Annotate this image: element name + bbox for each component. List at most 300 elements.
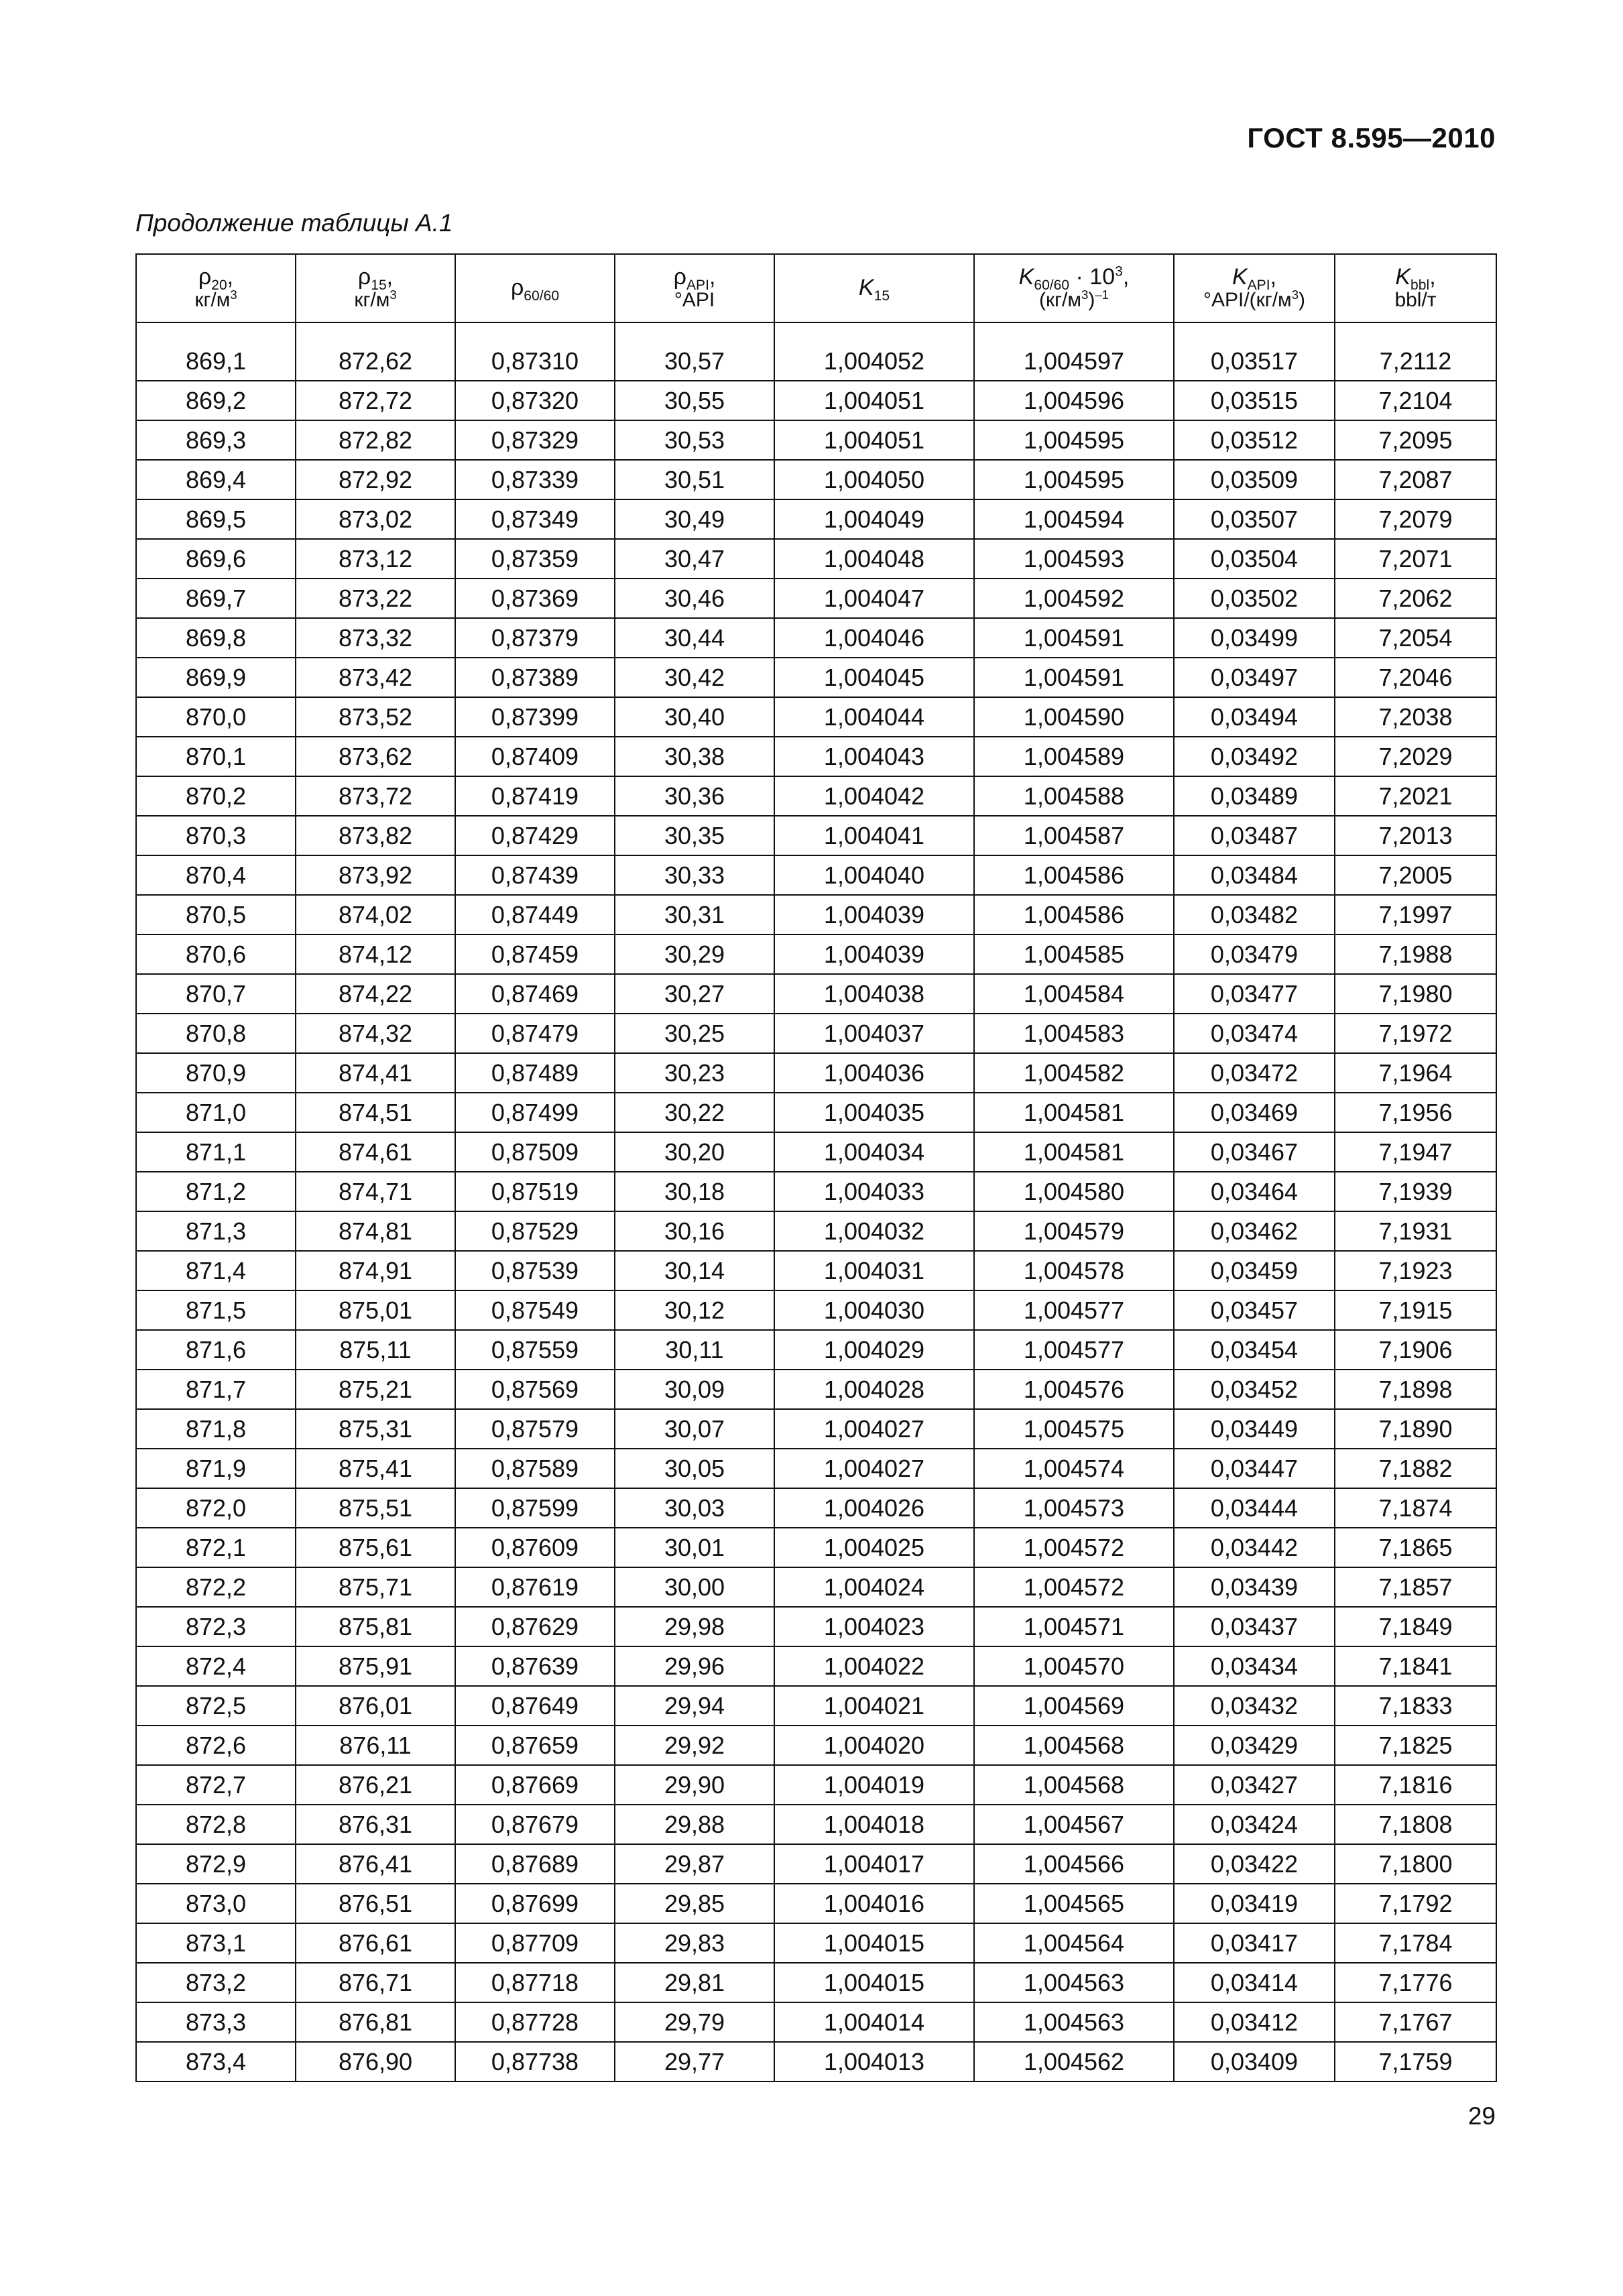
table-cell: 1,004587: [974, 816, 1174, 855]
table-cell: 870,3: [136, 816, 296, 855]
table-cell: 0,87699: [455, 1884, 615, 1923]
table-cell: 1,004027: [774, 1449, 974, 1488]
table-cell: 1,004584: [974, 974, 1174, 1014]
table-cell: 876,01: [296, 1686, 455, 1726]
table-cell: 1,004033: [774, 1172, 974, 1211]
table-cell: 0,87339: [455, 460, 615, 499]
table-cell: 30,47: [615, 539, 774, 579]
table-cell: 872,7: [136, 1765, 296, 1805]
table-cell: 29,96: [615, 1646, 774, 1686]
table-cell: 7,1767: [1335, 2002, 1496, 2042]
table-cell: 7,1964: [1335, 1053, 1496, 1093]
table-row: [136, 342, 1496, 381]
col-header-k15: $K_{15}$: [774, 254, 974, 322]
table-cell: 0,03472: [1174, 1053, 1335, 1093]
table-cell: 7,1874: [1335, 1488, 1496, 1528]
table-cell: 1,004052: [774, 342, 974, 381]
table-row: [136, 1607, 1496, 1646]
table-cell: 0,87419: [455, 776, 615, 816]
table-cell: 30,31: [615, 895, 774, 934]
document-code: ГОСТ 8.595—2010: [1247, 122, 1496, 154]
table-cell: 874,81: [296, 1211, 455, 1251]
col-header-rho-api: $\rho_{API}$, °API: [615, 254, 774, 322]
table-cell: 869,8: [136, 618, 296, 658]
table-cell: 869,5: [136, 499, 296, 539]
table-cell: 7,1865: [1335, 1528, 1496, 1567]
table-cell: 30,40: [615, 697, 774, 737]
table-cell: 1,004593: [974, 539, 1174, 579]
table-cell: 30,00: [615, 1567, 774, 1607]
table-cell: 0,87509: [455, 1132, 615, 1172]
table-cell: 1,004572: [974, 1528, 1174, 1567]
table-cell: 7,1931: [1335, 1211, 1496, 1251]
table-row: [136, 697, 1496, 737]
table-cell: 876,41: [296, 1844, 455, 1884]
table-cell: 0,03444: [1174, 1488, 1335, 1528]
table-cell: 0,87619: [455, 1567, 615, 1607]
table-cell: 1,004589: [974, 737, 1174, 776]
table-row: [136, 1172, 1496, 1211]
table-row: [136, 2002, 1496, 2042]
header-spacer-row: [136, 322, 1496, 342]
table-cell: 0,87629: [455, 1607, 615, 1646]
table-cell: 869,2: [136, 381, 296, 420]
table-cell: 0,03439: [1174, 1567, 1335, 1607]
table-cell: 871,5: [136, 1290, 296, 1330]
table-cell: 1,004048: [774, 539, 974, 579]
table-cell: 869,1: [136, 342, 296, 381]
table-cell: 7,1947: [1335, 1132, 1496, 1172]
table-cell: 0,87449: [455, 895, 615, 934]
table-cell: 0,03459: [1174, 1251, 1335, 1290]
table-cell: 876,31: [296, 1805, 455, 1844]
table-cell: 0,03497: [1174, 658, 1335, 697]
table-row: [136, 1528, 1496, 1567]
table-cell: 0,87669: [455, 1765, 615, 1805]
table-cell: 7,2029: [1335, 737, 1496, 776]
table-cell: 1,004051: [774, 420, 974, 460]
table-cell: 875,51: [296, 1488, 455, 1528]
table-cell: 29,79: [615, 2002, 774, 2042]
table-row: [136, 1211, 1496, 1251]
table-cell: 0,87559: [455, 1330, 615, 1370]
table-cell: 0,03517: [1174, 342, 1335, 381]
table-row: [136, 1963, 1496, 2002]
table-row: [136, 618, 1496, 658]
table-cell: 1,004581: [974, 1132, 1174, 1172]
table-cell: 875,81: [296, 1607, 455, 1646]
table-cell: 0,87359: [455, 539, 615, 579]
table-cell: 0,03512: [1174, 420, 1335, 460]
table-cell: 29,88: [615, 1805, 774, 1844]
table-cell: 7,2087: [1335, 460, 1496, 499]
table-cell: 0,87589: [455, 1449, 615, 1488]
table-cell: 0,87649: [455, 1686, 615, 1726]
table-cell: 872,92: [296, 460, 455, 499]
table-cell: 1,004580: [974, 1172, 1174, 1211]
table-cell: 0,87549: [455, 1290, 615, 1330]
table-cell: 29,85: [615, 1884, 774, 1923]
table-cell: 874,02: [296, 895, 455, 934]
table-cell: 0,03427: [1174, 1765, 1335, 1805]
table-cell: 1,004039: [774, 895, 974, 934]
table-cell: 7,2005: [1335, 855, 1496, 895]
table-cell: 1,004041: [774, 816, 974, 855]
table-cell: 0,03409: [1174, 2042, 1335, 2081]
table-cell: 871,7: [136, 1370, 296, 1409]
table-cell: 0,87429: [455, 816, 615, 855]
table-cell: 873,52: [296, 697, 455, 737]
table-cell: 1,004039: [774, 934, 974, 974]
table-cell: 873,3: [136, 2002, 296, 2042]
table-cell: 1,004581: [974, 1093, 1174, 1132]
table-cell: 0,87399: [455, 697, 615, 737]
table-cell: 1,004043: [774, 737, 974, 776]
table-cell: 1,004586: [974, 895, 1174, 934]
table-cell: 1,004015: [774, 1923, 974, 1963]
col-header-k-api: $K_{API}$, $^\circ API/(кг/м^3)$: [1174, 254, 1335, 322]
table-row: [136, 1805, 1496, 1844]
table-header-row: [136, 254, 1496, 322]
table-cell: 873,4: [136, 2042, 296, 2081]
table-cell: 1,004029: [774, 1330, 974, 1370]
table-row: [136, 1844, 1496, 1884]
table-cell: 30,35: [615, 816, 774, 855]
table-cell: 30,09: [615, 1370, 774, 1409]
table-cell: 1,004028: [774, 1370, 974, 1409]
page-number: 29: [1467, 2102, 1496, 2130]
table-row: [136, 1251, 1496, 1290]
table-cell: 7,1759: [1335, 2042, 1496, 2081]
table-cell: 7,1890: [1335, 1409, 1496, 1449]
table-row: [136, 1409, 1496, 1449]
table-cell: 872,1: [136, 1528, 296, 1567]
table-cell: 1,004576: [974, 1370, 1174, 1409]
col-header-rho20: $\rho_{20}$, $кг/м^3$: [136, 254, 296, 322]
table-cell: 1,004027: [774, 1409, 974, 1449]
table-cell: 1,004592: [974, 579, 1174, 618]
table-cell: 7,1784: [1335, 1923, 1496, 1963]
table-cell: 7,1906: [1335, 1330, 1496, 1370]
table-cell: 0,03419: [1174, 1884, 1335, 1923]
table-caption: Продолжение таблицы А.1: [135, 209, 453, 237]
table-cell: 7,1988: [1335, 934, 1496, 974]
table-cell: 29,92: [615, 1726, 774, 1765]
table-cell: 1,004031: [774, 1251, 974, 1290]
table-cell: 1,004014: [774, 2002, 974, 2042]
table-cell: 870,1: [136, 737, 296, 776]
table-cell: 1,004032: [774, 1211, 974, 1251]
table-row: [136, 895, 1496, 934]
table-cell: 0,03422: [1174, 1844, 1335, 1884]
table-cell: 0,03509: [1174, 460, 1335, 499]
table-cell: 1,004050: [774, 460, 974, 499]
table-cell: 30,29: [615, 934, 774, 974]
table-cell: 29,83: [615, 1923, 774, 1963]
table-cell: 875,01: [296, 1290, 455, 1330]
table-cell: 1,004595: [974, 420, 1174, 460]
table-row: [136, 1132, 1496, 1172]
table-cell: 1,004020: [774, 1726, 974, 1765]
table-cell: 0,87579: [455, 1409, 615, 1449]
table-cell: 0,03442: [1174, 1528, 1335, 1567]
table-cell: 1,004022: [774, 1646, 974, 1686]
table-cell: 871,3: [136, 1211, 296, 1251]
table-cell: 0,03492: [1174, 737, 1335, 776]
table-cell: 1,004563: [974, 2002, 1174, 2042]
table-cell: 29,94: [615, 1686, 774, 1726]
table-cell: 1,004596: [974, 381, 1174, 420]
table-cell: 1,004036: [774, 1053, 974, 1093]
table-cell: 875,31: [296, 1409, 455, 1449]
table-cell: 7,1833: [1335, 1686, 1496, 1726]
table-cell: 1,004042: [774, 776, 974, 816]
table-cell: 1,004565: [974, 1884, 1174, 1923]
table-row: [136, 499, 1496, 539]
table-cell: 0,03452: [1174, 1370, 1335, 1409]
table-cell: 870,7: [136, 974, 296, 1014]
table-cell: 0,87529: [455, 1211, 615, 1251]
table-cell: 1,004038: [774, 974, 974, 1014]
table-cell: 30,03: [615, 1488, 774, 1528]
table-cell: 30,46: [615, 579, 774, 618]
table-cell: 7,2079: [1335, 499, 1496, 539]
table-cell: 1,004017: [774, 1844, 974, 1884]
table-cell: 869,6: [136, 539, 296, 579]
table-cell: 0,87659: [455, 1726, 615, 1765]
table-cell: 1,004037: [774, 1014, 974, 1053]
table-cell: 870,0: [136, 697, 296, 737]
table-cell: 1,004572: [974, 1567, 1174, 1607]
table-cell: 872,6: [136, 1726, 296, 1765]
table-row: [136, 658, 1496, 697]
table-cell: 1,004015: [774, 1963, 974, 2002]
col-header-rho15: $\rho_{15}$, $кг/м^3$: [296, 254, 455, 322]
table-row: [136, 381, 1496, 420]
table-cell: 30,36: [615, 776, 774, 816]
table-cell: 0,03469: [1174, 1093, 1335, 1132]
table-cell: 1,004597: [974, 342, 1174, 381]
table-cell: 1,004024: [774, 1567, 974, 1607]
table-cell: 7,1882: [1335, 1449, 1496, 1488]
table-cell: 876,71: [296, 1963, 455, 2002]
table-cell: 876,21: [296, 1765, 455, 1805]
table-cell: 1,004016: [774, 1884, 974, 1923]
table-cell: 1,004582: [974, 1053, 1174, 1093]
table-cell: 871,6: [136, 1330, 296, 1370]
table-row: [136, 1053, 1496, 1093]
table-cell: 869,4: [136, 460, 296, 499]
table-cell: 30,38: [615, 737, 774, 776]
table-cell: 0,03464: [1174, 1172, 1335, 1211]
table-row: [136, 974, 1496, 1014]
table-cell: 29,90: [615, 1765, 774, 1805]
table-cell: 0,87320: [455, 381, 615, 420]
table-row: [136, 1330, 1496, 1370]
table-row: [136, 1449, 1496, 1488]
table-cell: 1,004023: [774, 1607, 974, 1646]
table-cell: 30,11: [615, 1330, 774, 1370]
table-cell: 1,004018: [774, 1805, 974, 1844]
table-cell: 1,004046: [774, 618, 974, 658]
table-cell: 30,49: [615, 499, 774, 539]
table-cell: 0,87389: [455, 658, 615, 697]
table-cell: 873,22: [296, 579, 455, 618]
table-cell: 0,03504: [1174, 539, 1335, 579]
table-cell: 0,87469: [455, 974, 615, 1014]
table-cell: 0,87569: [455, 1370, 615, 1409]
table-cell: 872,3: [136, 1607, 296, 1646]
table-cell: 1,004573: [974, 1488, 1174, 1528]
table-cell: 0,87738: [455, 2042, 615, 2081]
table-cell: 874,91: [296, 1251, 455, 1290]
table-cell: 0,03432: [1174, 1686, 1335, 1726]
table-cell: 7,2054: [1335, 618, 1496, 658]
table-cell: 0,87310: [455, 342, 615, 381]
table-cell: 1,004571: [974, 1607, 1174, 1646]
table-cell: 7,1939: [1335, 1172, 1496, 1211]
table-row: [136, 1370, 1496, 1409]
table-cell: 30,42: [615, 658, 774, 697]
table-cell: 0,87689: [455, 1844, 615, 1884]
table-cell: 1,004591: [974, 618, 1174, 658]
col-header-k-bbl: $K_{bbl}$, bbl/т: [1335, 254, 1496, 322]
table-cell: 0,87728: [455, 2002, 615, 2042]
table-cell: 29,81: [615, 1963, 774, 2002]
table-cell: 0,87599: [455, 1488, 615, 1528]
table-cell: 0,03502: [1174, 579, 1335, 618]
table-cell: 0,03479: [1174, 934, 1335, 974]
table-cell: 875,41: [296, 1449, 455, 1488]
table-cell: 30,57: [615, 342, 774, 381]
table-cell: 7,2104: [1335, 381, 1496, 420]
table-cell: 30,44: [615, 618, 774, 658]
table-cell: 871,1: [136, 1132, 296, 1172]
table-cell: 876,51: [296, 1884, 455, 1923]
table-cell: 0,03447: [1174, 1449, 1335, 1488]
table-cell: 872,4: [136, 1646, 296, 1686]
table-cell: 1,004595: [974, 460, 1174, 499]
table-cell: 0,87679: [455, 1805, 615, 1844]
table-cell: 30,05: [615, 1449, 774, 1488]
table-row: [136, 816, 1496, 855]
table-cell: 0,87639: [455, 1646, 615, 1686]
table-cell: 0,03499: [1174, 618, 1335, 658]
table-cell: 872,5: [136, 1686, 296, 1726]
table-cell: 873,02: [296, 499, 455, 539]
table-cell: 872,0: [136, 1488, 296, 1528]
table-cell: 1,004562: [974, 2042, 1174, 2081]
table-cell: 7,2021: [1335, 776, 1496, 816]
table-cell: 0,03487: [1174, 816, 1335, 855]
table-cell: 7,1956: [1335, 1093, 1496, 1132]
table-cell: 30,22: [615, 1093, 774, 1132]
table-cell: 873,92: [296, 855, 455, 895]
table-cell: 876,11: [296, 1726, 455, 1765]
table-row: [136, 1686, 1496, 1726]
table-cell: 870,4: [136, 855, 296, 895]
table-cell: 7,2013: [1335, 816, 1496, 855]
table-cell: 872,9: [136, 1844, 296, 1884]
table-cell: 7,1849: [1335, 1607, 1496, 1646]
table-cell: 0,87539: [455, 1251, 615, 1290]
table-cell: 0,87459: [455, 934, 615, 974]
table-cell: 0,03494: [1174, 697, 1335, 737]
table-cell: 870,6: [136, 934, 296, 974]
table-cell: 7,1898: [1335, 1370, 1496, 1409]
table-row: [136, 934, 1496, 974]
table-cell: 872,8: [136, 1805, 296, 1844]
table-cell: 1,004034: [774, 1132, 974, 1172]
table-cell: 30,14: [615, 1251, 774, 1290]
table-cell: 0,03489: [1174, 776, 1335, 816]
table-cell: 1,004035: [774, 1093, 974, 1132]
table-cell: 0,03437: [1174, 1607, 1335, 1646]
table-row: [136, 737, 1496, 776]
table-row: [136, 1726, 1496, 1765]
table-cell: 871,8: [136, 1409, 296, 1449]
table-cell: 0,87479: [455, 1014, 615, 1053]
table-cell: 1,004051: [774, 381, 974, 420]
table-cell: 1,004579: [974, 1211, 1174, 1251]
table-cell: 7,1841: [1335, 1646, 1496, 1686]
table-cell: 30,25: [615, 1014, 774, 1053]
table-cell: 30,01: [615, 1528, 774, 1567]
table-row: [136, 539, 1496, 579]
table-cell: 1,004577: [974, 1290, 1174, 1330]
table-cell: 876,81: [296, 2002, 455, 2042]
table-cell: 30,07: [615, 1409, 774, 1449]
table-row: [136, 2042, 1496, 2081]
table-cell: 7,2095: [1335, 420, 1496, 460]
table-cell: 30,27: [615, 974, 774, 1014]
table-cell: 874,12: [296, 934, 455, 974]
table-cell: 30,51: [615, 460, 774, 499]
table-cell: 0,87489: [455, 1053, 615, 1093]
table-cell: 870,9: [136, 1053, 296, 1093]
table-cell: 0,87609: [455, 1528, 615, 1567]
table-cell: 1,004019: [774, 1765, 974, 1805]
table-cell: 7,2112: [1335, 342, 1496, 381]
table-cell: 1,004569: [974, 1686, 1174, 1726]
table-cell: 7,1997: [1335, 895, 1496, 934]
table-cell: 1,004045: [774, 658, 974, 697]
table-row: [136, 579, 1496, 618]
table-cell: 873,0: [136, 1884, 296, 1923]
table-cell: 1,004047: [774, 579, 974, 618]
table-cell: 869,7: [136, 579, 296, 618]
table-cell: 7,1800: [1335, 1844, 1496, 1884]
table-cell: 874,61: [296, 1132, 455, 1172]
table-cell: 871,0: [136, 1093, 296, 1132]
table-cell: 0,03457: [1174, 1290, 1335, 1330]
table-cell: 873,82: [296, 816, 455, 855]
table-row: [136, 1567, 1496, 1607]
table-cell: 874,41: [296, 1053, 455, 1093]
table-cell: 30,16: [615, 1211, 774, 1251]
table-cell: 7,1972: [1335, 1014, 1496, 1053]
table-cell: 7,1792: [1335, 1884, 1496, 1923]
table-cell: 1,004021: [774, 1686, 974, 1726]
table-row: [136, 1290, 1496, 1330]
table-cell: 1,004585: [974, 934, 1174, 974]
table-cell: 29,77: [615, 2042, 774, 2081]
table-cell: 0,87369: [455, 579, 615, 618]
table-cell: 874,22: [296, 974, 455, 1014]
table-cell: 29,87: [615, 1844, 774, 1884]
table-row: [136, 1765, 1496, 1805]
table-cell: 1,004578: [974, 1251, 1174, 1290]
